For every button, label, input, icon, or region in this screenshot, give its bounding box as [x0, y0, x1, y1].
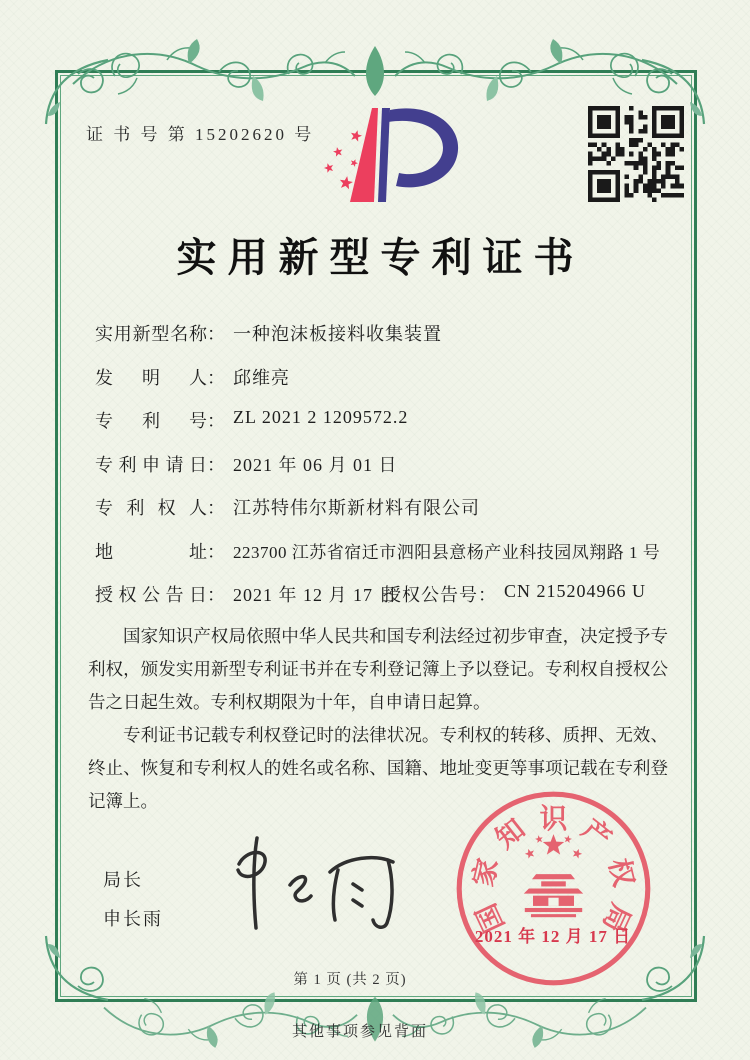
official-seal	[447, 786, 659, 996]
certificate-number: 证 书 号 第 15202620 号	[86, 125, 315, 144]
field-value: 2021 年 06 月 01 日	[233, 454, 398, 475]
field-colon: ：	[207, 498, 225, 518]
legal-statement: 专利证书记载专利权登记时的法律状况。专利权的转移、质押、无效、终止、恢复和专利权人的姓名或名称、国籍、地址变更等事项记载在专利登记簿上。	[88, 725, 668, 811]
field-row-filing-date	[95, 451, 685, 495]
svg-text:局: 局	[596, 898, 637, 938]
cnipa-logo-icon	[298, 102, 473, 216]
field-row-address	[95, 538, 685, 582]
svg-text:识: 识	[539, 803, 567, 835]
field-label: 专利权人	[95, 498, 207, 518]
field-colon: ：	[207, 411, 225, 431]
field-row-inventor	[95, 364, 685, 408]
field-value: ZL 2021 2 1209572.2	[233, 407, 409, 427]
field-colon: ：	[207, 367, 225, 388]
qr-code	[588, 106, 684, 202]
field-colon: ：	[207, 585, 225, 605]
field-row-patentee	[95, 494, 685, 538]
svg-text:产: 产	[575, 812, 617, 855]
field-label: 专利号	[95, 411, 207, 431]
field-label: 专利申请日	[95, 454, 207, 475]
director-name: 申长雨	[103, 909, 163, 929]
back-note: 其他事项参见背面	[291, 1024, 428, 1040]
director-signature-icon	[195, 830, 410, 935]
field-colon: ：	[207, 541, 225, 562]
field-row-name	[95, 320, 685, 364]
field-label: 授权公告号	[383, 585, 478, 605]
field-row-grant-date	[95, 581, 685, 625]
field-colon: ：	[478, 585, 496, 605]
field-pair-grant-number	[383, 581, 646, 607]
field-colon: ：	[207, 454, 225, 475]
field-value: 223700 江苏省宿迁市泗阳县意杨产业科技园凤翔路 1 号	[233, 542, 661, 562]
corner-flourish-icon	[38, 50, 118, 130]
field-row-patent-no	[95, 407, 685, 451]
svg-text:权: 权	[602, 855, 640, 890]
field-value: CN 215204966 U	[504, 581, 647, 601]
seal-date: 2021 年 12 月 17 日	[474, 927, 632, 946]
field-label: 地址	[95, 541, 207, 562]
certificate-title: 实用新型专利证书	[176, 235, 585, 280]
director-block	[103, 866, 163, 944]
field-value: 一种泡沫板接料收集装置	[233, 324, 442, 344]
fields-section	[95, 320, 685, 625]
director-title: 局长	[103, 870, 143, 890]
page-indicator: 第 1 页 (共 2 页)	[293, 972, 407, 988]
field-label: 发明人	[95, 367, 207, 388]
vine-ornament-top	[65, 30, 685, 108]
field-value: 2021 年 12 月 17 日	[233, 585, 398, 605]
grant-statement: 国家知识产权局依照中华人民共和国专利法经过初步审查，决定授予专利权，颁发实用新型专利证书并在专利登记簿上予以登记。专利权自授权公告之日起生效。专利权期限为十年，自申请日起算。	[88, 626, 668, 712]
svg-text:国: 国	[469, 898, 510, 938]
field-label: 授权公告日	[95, 585, 207, 605]
field-value: 邱维亮	[233, 367, 290, 388]
svg-text:家: 家	[466, 855, 504, 890]
svg-text:知: 知	[489, 812, 531, 855]
field-label: 实用新型名称	[95, 324, 207, 344]
field-colon: ：	[207, 324, 225, 344]
national-emblem-icon	[523, 834, 583, 917]
cnipa-seal-icon	[451, 786, 656, 991]
field-value: 江苏特伟尔斯新材料有限公司	[233, 498, 480, 518]
